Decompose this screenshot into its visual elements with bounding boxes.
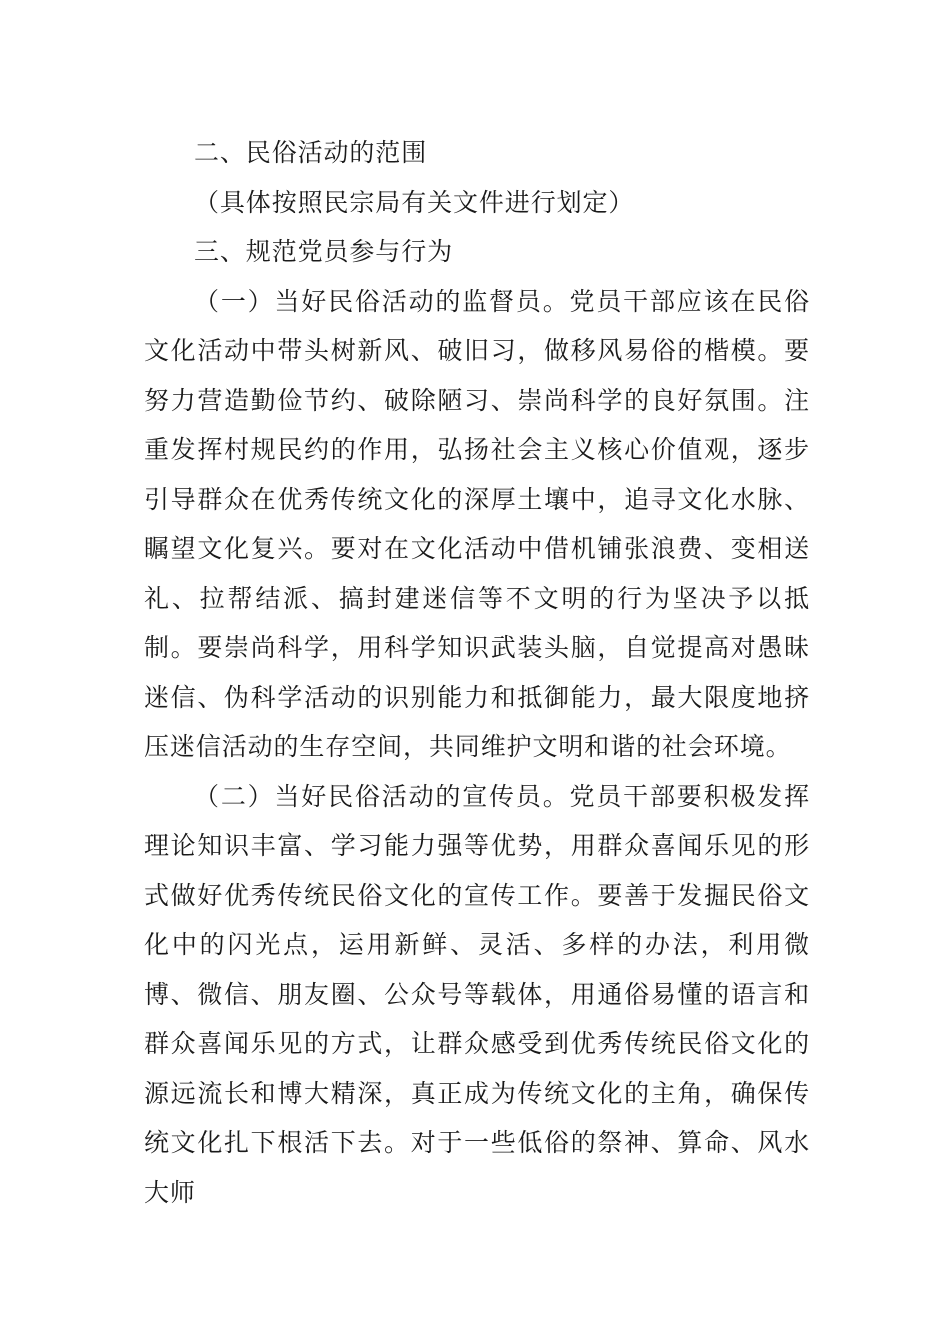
scope-note: （具体按照民宗局有关文件进行划定） — [194, 187, 635, 217]
paragraph-supervisor: （一）当好民俗活动的监督员。党员干部应该在民俗文化活动中带头树新风、破旧习，做移风易俗的楷模。要努力营造勤俭节约、破除陋习、崇尚科学的良好氛围。注重发挥村规民约的作用，弘扬社会主义核心价值观，逐步引导群众在优秀传统文化的深厚土壤中，追寻文化水脉、瞩望文化复兴。要对在文化活动中借机铺张浪费、变相送礼、拉帮结派、搞封建迷信等不文明的行为坚决予以抵制。要崇尚科学，用科学知识武装头脑，自觉提高对愚昧迷信、伪科学活动的识别能力和抵御能力，最大限度地挤压迷信活动的生存空间，共同维护文明和谐的社会环境。 — [144, 286, 810, 761]
document-body — [144, 128, 810, 1217]
section-heading-conduct: 三、规范党员参与行为 — [194, 237, 454, 266]
section-heading-scope: 二、民俗活动的范围 — [194, 138, 428, 167]
paragraph-publicist: （二）当好民俗活动的宣传员。党员干部要积极发挥理论知识丰富、学习能力强等优势，用群众喜闻乐见的形式做好优秀传统民俗文化的宣传工作。要善于发掘民俗文化中的闪光点，运用新鲜、灵活、多样的办法，利用微博、微信、朋友圈、公众号等载体，用通俗易懂的语言和群众喜闻乐见的方式，让群众感受到优秀传统民俗文化的源远流长和博大精深，真正成为传统文化的主角，确保传统文化扎下根活下去。对于一些低俗的祭神、算命、风水大师 — [144, 781, 810, 1207]
